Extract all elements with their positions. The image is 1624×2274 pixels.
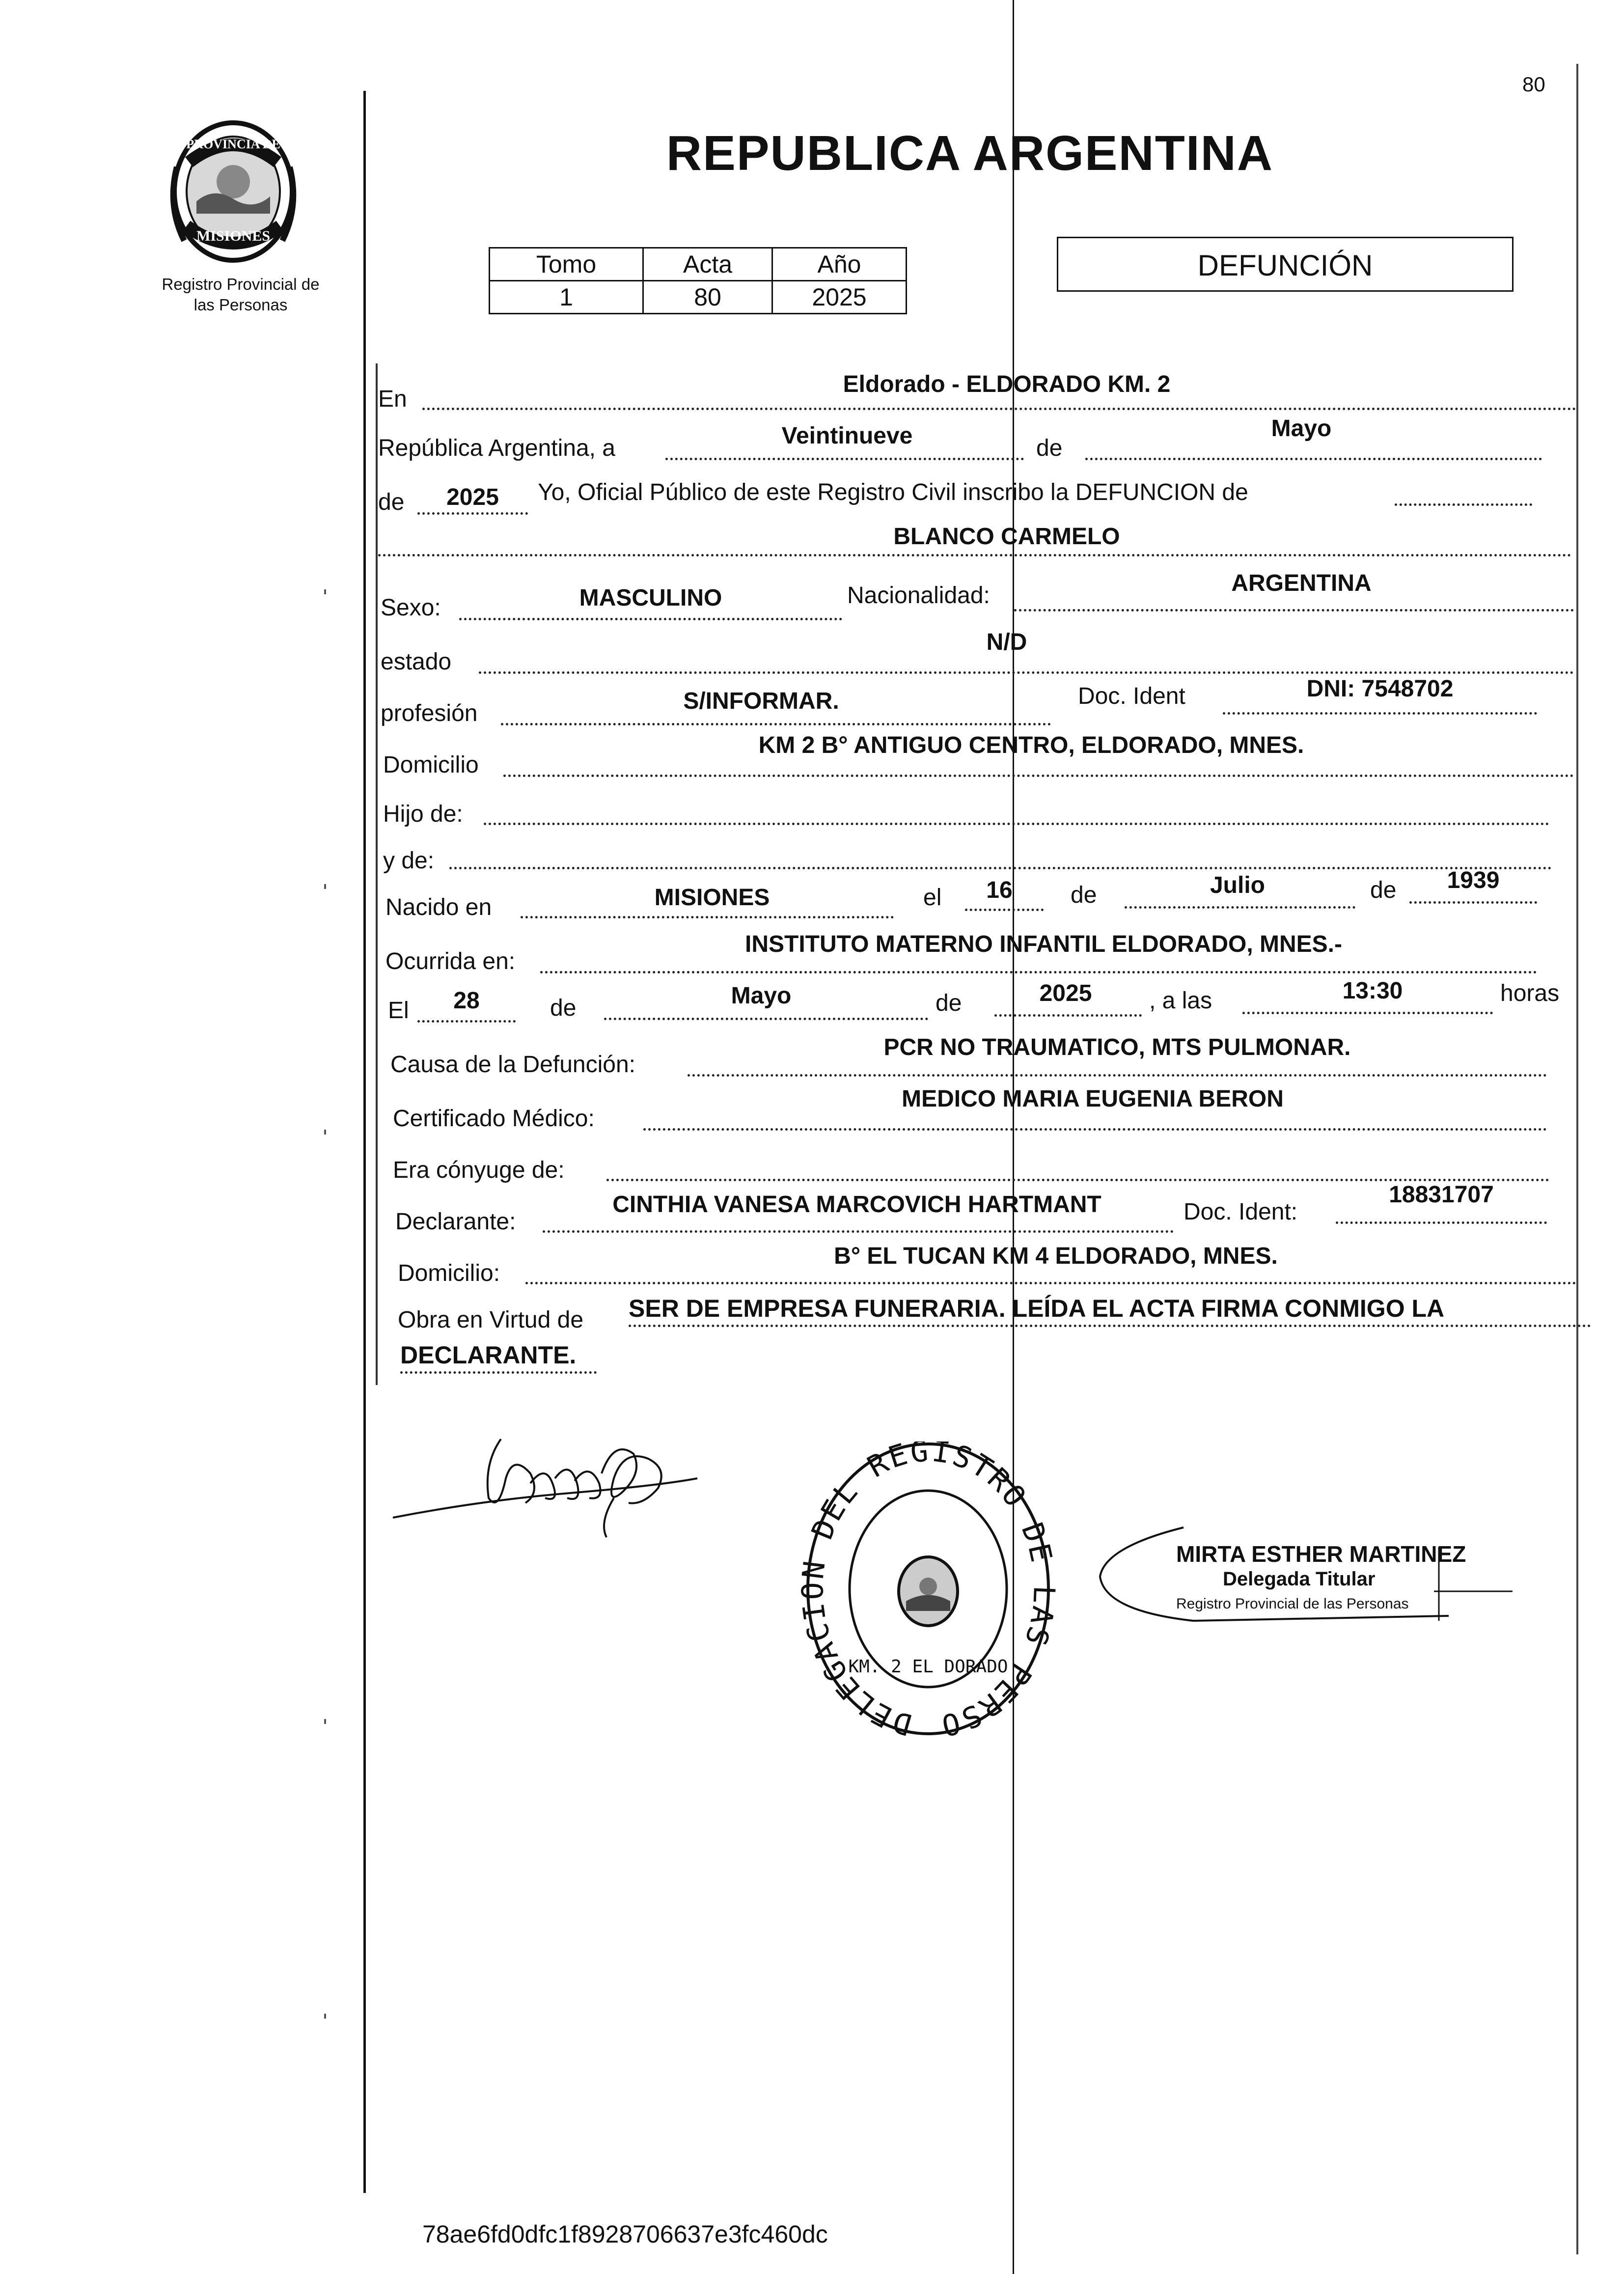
inscribo-dotted-line	[1395, 503, 1532, 506]
dia-value: Veintinueve	[781, 423, 913, 449]
official-role: Delegada Titular	[1223, 1568, 1376, 1590]
inscribo-text: Yo, Oficial Público de este Registro Civil inscribo la DEFUNCION de	[538, 479, 1248, 505]
declarant-signature	[383, 1419, 702, 1562]
obra-dotted-line2	[400, 1371, 597, 1374]
causa-dotted-line	[688, 1074, 1547, 1077]
anio-registro-value: 2025	[446, 484, 499, 510]
anio-header: Año	[772, 248, 907, 281]
nacionalidad-label: Nacionalidad:	[847, 582, 990, 609]
obra-dotted-line1	[629, 1325, 1591, 1327]
nombre-value: BLANCO CARMELO	[893, 524, 1120, 550]
document-type-box: DEFUNCIÓN	[1057, 237, 1514, 292]
profesion-label: profesión	[381, 700, 478, 726]
margin-mark	[324, 589, 326, 594]
registry-name	[133, 274, 349, 315]
nac-mes-value: Julio	[1210, 872, 1265, 898]
estado-label: estado	[381, 649, 452, 675]
registry-name-line1: Registro Provincial de	[162, 275, 320, 293]
en-dotted-line	[422, 408, 1576, 410]
emblem-top-text: PROVINCIA DE	[186, 137, 280, 151]
left-form-border	[376, 363, 378, 1385]
causa-label: Causa de la Defunción:	[390, 1052, 635, 1078]
stamp-ring-text: DELEGAC DEL REGISTRO DE S PERSO	[800, 1442, 1056, 1743]
acta-reference-table	[489, 247, 907, 314]
decl-domicilio-value: B° EL TUCAN KM 4 ELDORADO, MNES.	[834, 1243, 1278, 1269]
fecha-mes-value: Mayo	[731, 983, 792, 1009]
tomo-value: 1	[490, 281, 643, 314]
republica-label: República Argentina, a	[378, 435, 615, 461]
decl-doc-dotted-line	[1336, 1221, 1547, 1224]
anio-dotted-line	[417, 512, 528, 515]
nac-mes-dotted-line	[1125, 906, 1355, 909]
lugar-value: Eldorado - ELDORADO KM. 2	[843, 371, 1171, 397]
declarante-dotted-line	[543, 1230, 1174, 1233]
y-de-label: y de:	[383, 848, 435, 874]
nac-el-label: el	[923, 885, 942, 911]
delegation-round-stamp	[800, 1442, 1056, 1756]
domicilio-label: Domicilio	[383, 752, 479, 778]
stamp-inner-text: KM. 2 EL DORADO	[848, 1657, 1008, 1677]
acta-value: 80	[643, 281, 772, 314]
margin-mark	[324, 1719, 326, 1724]
nacionalidad-dotted-line	[1014, 609, 1574, 611]
horas-label: horas	[1500, 980, 1560, 1006]
anio-prefix-label: de	[378, 489, 405, 515]
estado-value: N/D	[986, 629, 1027, 655]
nac-de2-label: de	[1370, 877, 1397, 903]
conyuge-label: Era cónyuge de:	[393, 1157, 565, 1183]
sexo-dotted-line	[459, 618, 842, 620]
decl-domicilio-label: Domicilio:	[398, 1260, 500, 1286]
left-margin-line	[363, 91, 366, 2193]
profesion-dotted-line	[501, 723, 1051, 725]
profesion-value: S/INFORMAR.	[683, 688, 839, 714]
acta-header: Acta	[643, 248, 772, 281]
province-emblem	[150, 108, 317, 270]
registry-name-line2: las Personas	[193, 296, 288, 314]
mes-value: Mayo	[1271, 416, 1332, 442]
fecha-de1-label: de	[550, 995, 577, 1021]
sexo-value: MASCULINO	[579, 585, 722, 611]
margin-mark	[324, 884, 326, 889]
nacionalidad-value: ARGENTINA	[1231, 570, 1372, 596]
official-signature-stamp	[1095, 1518, 1513, 1645]
stamp-emblem	[899, 1557, 958, 1626]
fecha-dia-dotted-line	[417, 1020, 516, 1023]
nacido-value: MISIONES	[654, 885, 770, 911]
obra-value-line2: DECLARANTE.	[400, 1341, 577, 1369]
doc-ident-value: DNI: 7548702	[1306, 676, 1454, 702]
nacido-dotted-line	[521, 916, 894, 918]
doc-ident-dotted-line	[1223, 712, 1537, 715]
fecha-de2-label: de	[936, 990, 962, 1016]
anio-value: 2025	[772, 281, 907, 314]
en-label: En	[378, 386, 407, 412]
decl-domicilio-dotted-line	[525, 1282, 1576, 1284]
document-title: REPUBLICA ARGENTINA	[666, 126, 1274, 181]
nac-de1-label: de	[1071, 882, 1097, 908]
obra-label: Obra en Virtud de	[398, 1307, 584, 1333]
ocurrida-value: INSTITUTO MATERNO INFANTIL ELDORADO, MNES.-	[745, 931, 1342, 957]
y-de-dotted-line	[449, 867, 1552, 869]
center-fold-line	[1013, 0, 1014, 2274]
sexo-label: Sexo:	[381, 595, 441, 621]
obra-value-line1: SER DE EMPRESA FUNERARIA. LEÍDA EL ACTA FIRMA CONMIGO LA	[629, 1295, 1445, 1322]
nac-anio-dotted-line	[1409, 901, 1537, 904]
hora-value: 13:30	[1342, 978, 1403, 1004]
right-edge-line	[1576, 64, 1578, 2254]
document-hash: 78ae6fd0dfc1f8928706637e3fc460dc	[422, 2220, 828, 2248]
mes-dotted-line	[1085, 458, 1542, 460]
fecha-anio-value: 2025	[1039, 980, 1092, 1006]
declarante-value: CINTHIA VANESA MARCOVICH HARTMANT	[612, 1192, 1101, 1218]
decl-doc-label: Doc. Ident:	[1184, 1199, 1298, 1225]
certificado-value: MEDICO MARIA EUGENIA BERON	[902, 1086, 1284, 1112]
hijo-de-label: Hijo de:	[383, 801, 463, 827]
doc-ident-label: Doc. Ident	[1078, 683, 1185, 709]
hijo-de-dotted-line	[484, 823, 1549, 825]
official-org: Registro Provincial de las Personas	[1176, 1596, 1409, 1612]
domicilio-dotted-line	[503, 775, 1574, 777]
official-name: MIRTA ESTHER MARTINEZ	[1176, 1541, 1466, 1567]
nacido-en-label: Nacido en	[385, 894, 492, 920]
margin-mark	[324, 1130, 326, 1135]
dia-dotted-line	[665, 458, 1024, 460]
nac-dia-value: 16	[986, 877, 1013, 903]
fecha-anio-dotted-line	[994, 1014, 1142, 1017]
emblem-bottom-text: MISIONES	[196, 228, 271, 244]
ocurrida-label: Ocurrida en:	[385, 948, 516, 974]
causa-value: PCR NO TRAUMATICO, MTS PULMONAR.	[883, 1034, 1351, 1060]
de-label: de	[1036, 435, 1063, 461]
nac-dia-dotted-line	[965, 909, 1044, 911]
page-number: 80	[1522, 73, 1545, 96]
estado-dotted-line	[479, 671, 1574, 674]
fecha-el-label: El	[388, 998, 409, 1024]
margin-mark	[324, 2014, 326, 2019]
fecha-dia-value: 28	[453, 988, 480, 1014]
ocurrida-dotted-line	[540, 971, 1537, 973]
domicilio-value: KM 2 B° ANTIGUO CENTRO, ELDORADO, MNES.	[758, 732, 1304, 758]
certificado-label: Certificado Médico:	[393, 1106, 595, 1132]
hora-dotted-line	[1242, 1012, 1493, 1014]
certificado-dotted-line	[643, 1128, 1547, 1131]
fecha-mes-dotted-line	[604, 1018, 928, 1020]
tomo-header: Tomo	[490, 248, 643, 281]
nac-anio-value: 1939	[1447, 867, 1500, 893]
nombre-dotted-line	[378, 554, 1571, 556]
decl-doc-value: 18831707	[1389, 1182, 1494, 1208]
a-las-label: , a las	[1149, 988, 1212, 1014]
declarante-label: Declarante:	[395, 1209, 516, 1235]
